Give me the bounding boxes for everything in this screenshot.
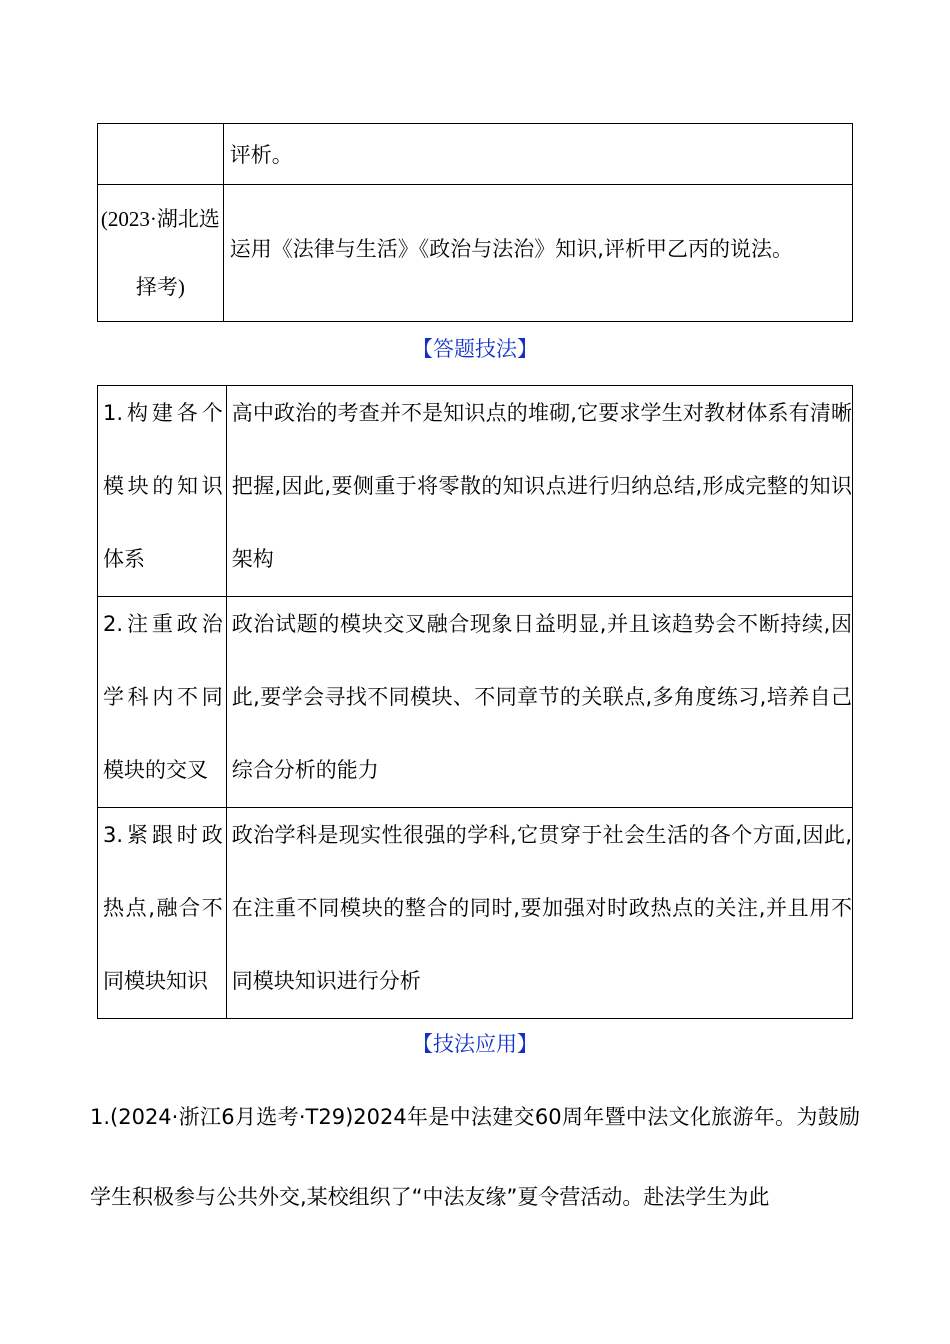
method-title: 2.注重政治学科内不同模块的交叉	[103, 612, 223, 782]
top-table	[97, 123, 853, 322]
method-title: 1.构建各个模块的知识体系	[103, 401, 223, 571]
table-row	[98, 808, 853, 1019]
table-row	[98, 386, 853, 597]
method-content-cell	[226, 808, 852, 1019]
content-cell	[223, 124, 852, 185]
content-text: 评析。	[229, 143, 293, 167]
method-content-cell	[226, 386, 852, 597]
table-row	[98, 124, 853, 185]
method-title-cell	[98, 808, 227, 1019]
method-content: 政治学科是现实性很强的学科,它贯穿于社会生活的各个方面,因此,在注重不同模块的整合的同时,要加强对时政热点的关注,并且用不同模块知识进行分析	[231, 823, 852, 993]
content-cell	[223, 185, 852, 322]
section-heading-application: 【技法应用】	[412, 1032, 538, 1056]
question-text: 1.(2024·浙江6月选考·T29)2024年是中法建交60周年暨中法文化旅游年。为鼓励学生积极参与公共外交,某校组织了“中法友缘”夏令营活动。赴法学生为此	[90, 1105, 860, 1209]
table-row	[98, 597, 853, 808]
table-row	[98, 185, 853, 322]
method-title: 3.紧跟时政热点,融合不同模块知识	[103, 823, 223, 993]
section-heading-methods: 【答题技法】	[412, 337, 538, 361]
methods-table	[97, 385, 853, 1019]
source-cell	[98, 185, 224, 322]
source-text: (2023·湖北选择考)	[100, 207, 220, 299]
content-text: 运用《法律与生活》《政治与法治》知识,评析甲乙丙的说法。	[229, 237, 793, 261]
method-title-cell	[98, 597, 227, 808]
method-content: 高中政治的考查并不是知识点的堆砌,它要求学生对教材体系有清晰把握,因此,要侧重于将零散的知识点进行归纳总结,形成完整的知识架构	[231, 401, 852, 571]
method-content: 政治试题的模块交叉融合现象日益明显,并且该趋势会不断持续,因此,要学会寻找不同模块、不同章节的关联点,多角度练习,培养自己综合分析的能力	[231, 612, 852, 782]
method-title-cell	[98, 386, 227, 597]
method-content-cell	[226, 597, 852, 808]
source-cell	[98, 124, 224, 185]
